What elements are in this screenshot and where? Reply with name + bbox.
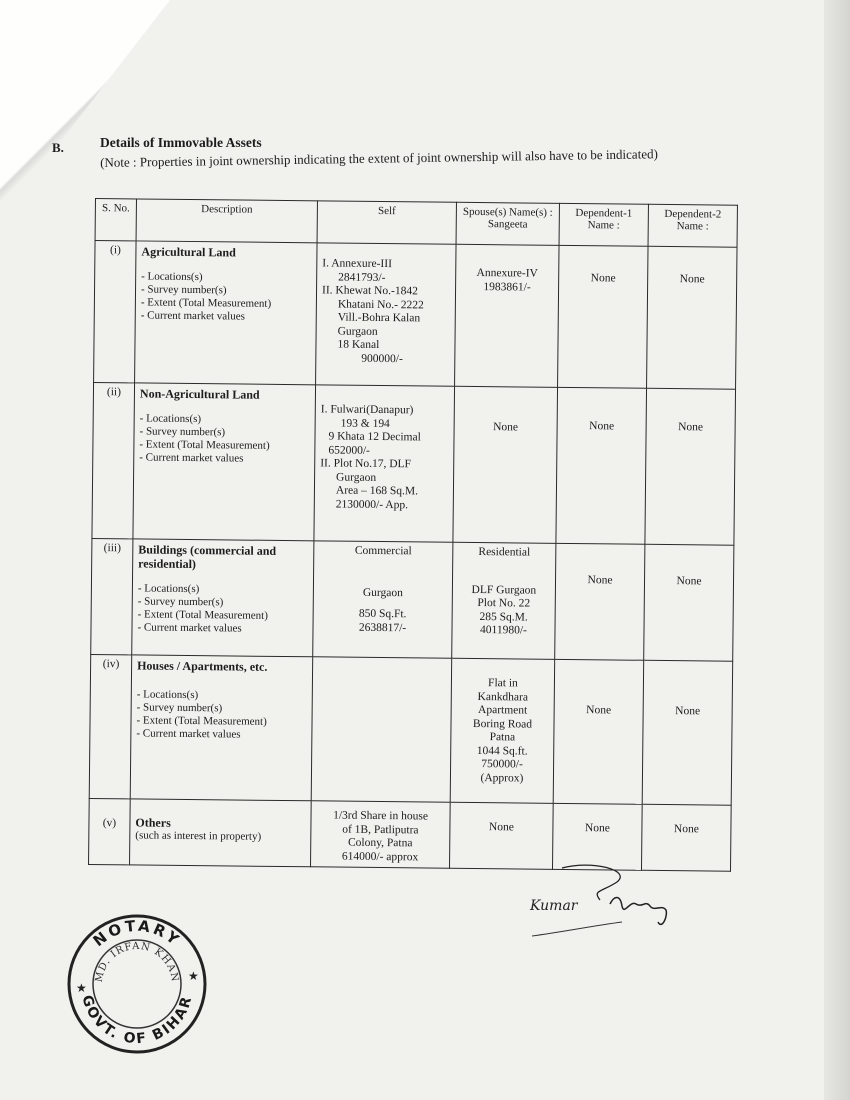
row-description xyxy=(132,539,314,657)
section-letter: B. xyxy=(52,140,64,155)
spouse-line: Apartment xyxy=(478,704,528,717)
row-fields xyxy=(141,270,312,324)
stamp-star-right-icon: ★ xyxy=(188,969,199,983)
spouse-line: Annexure-IV xyxy=(476,267,538,280)
row-fields xyxy=(139,412,310,466)
self-line: 2638817/- xyxy=(358,621,407,634)
row-category: Non-Agricultural Land xyxy=(139,386,260,402)
spouse-line: 750000/- xyxy=(481,758,523,771)
header-dependent-1: Dependent-1 Name : xyxy=(559,203,648,246)
immovable-assets-table xyxy=(88,198,738,872)
table-row xyxy=(92,382,736,545)
self-line: Khatani No.- 2222 xyxy=(337,298,424,311)
row-category: Buildings (commercial and residential) xyxy=(138,542,277,572)
field-market-value: - Current market values xyxy=(136,727,241,741)
field-locations: - Locations(s) xyxy=(136,688,199,702)
field-locations: - Locations(s) xyxy=(139,412,202,426)
row-dependent-2: None xyxy=(645,388,736,545)
row-description xyxy=(135,241,317,385)
page-fold xyxy=(0,0,170,220)
stamp-bottom-text: GOVT. OF BIHAR xyxy=(78,993,196,1048)
row-spouse xyxy=(455,244,559,387)
spouse-line: Plot No. 22 xyxy=(477,597,531,610)
spouse-line: 285 Sq.M. xyxy=(479,610,528,624)
table-row xyxy=(89,654,732,805)
table-row xyxy=(91,538,734,661)
field-market-value: - Current market values xyxy=(137,621,242,635)
self-line: II. Plot No.17, DLF xyxy=(320,457,412,471)
self-line: 900000/- xyxy=(361,352,403,365)
self-heading: Commercial xyxy=(354,544,412,558)
row-category: Agricultural Land xyxy=(141,244,236,260)
row-description xyxy=(133,383,316,541)
self-line: 652000/- xyxy=(328,443,370,457)
row-dependent-1: None xyxy=(556,387,647,544)
page-edge xyxy=(824,0,850,1100)
self-line: of 1B, Patliputra xyxy=(342,823,419,836)
row-fields xyxy=(137,582,308,636)
table-row xyxy=(94,241,737,390)
field-market-value: - Current market values xyxy=(139,451,244,465)
row-description xyxy=(130,799,312,867)
self-line: Gurgaon xyxy=(337,325,378,338)
row-sno: (ii) xyxy=(92,382,135,538)
row-dependent-2: None xyxy=(644,544,734,661)
row-sno: (i) xyxy=(94,241,136,383)
header-self: Self xyxy=(317,201,456,244)
header-dependent-2: Dependent-2 Name : xyxy=(648,204,737,247)
self-line: Gurgaon xyxy=(336,471,377,484)
row-dependent-1: None xyxy=(558,245,648,388)
stamp-outer-text: NOTARY xyxy=(89,916,185,951)
notary-stamp xyxy=(62,912,212,1057)
self-line: 9 Khata 12 Decimal xyxy=(328,430,421,444)
spouse-line: Flat in xyxy=(488,677,518,690)
row-category: Houses / Apartments, etc. xyxy=(137,658,268,674)
row-sno: (v) xyxy=(89,798,131,864)
header-description: Description xyxy=(136,199,317,243)
self-line: 193 & 194 xyxy=(340,417,390,430)
spouse-line: 1983861/- xyxy=(483,280,531,294)
self-line: Colony, Patna xyxy=(347,836,413,850)
header-spouse: Spouse(s) Name(s) : Sangeeta xyxy=(456,202,559,245)
section-title: Details of Immovable Assets xyxy=(100,135,262,150)
field-extent: - Extent (Total Measurement) xyxy=(139,438,270,452)
field-extent: - Extent (Total Measurement) xyxy=(137,608,268,622)
row-spouse xyxy=(450,658,555,803)
row-fields xyxy=(136,688,307,742)
field-locations: - Locations(s) xyxy=(137,582,200,596)
self-line: Area – 168 Sq.M. xyxy=(335,484,419,498)
row-self xyxy=(311,657,452,802)
row-sno: (iii) xyxy=(91,538,133,654)
self-line: 850 Sq.Ft. xyxy=(358,607,407,621)
header-sno: S. No. xyxy=(95,199,136,241)
self-line: 614000/- approx xyxy=(341,850,419,863)
self-line: 2130000/- App. xyxy=(335,498,409,511)
row-spouse xyxy=(453,386,558,543)
row-spouse xyxy=(452,542,556,659)
self-line: I. Annexure-III xyxy=(322,257,392,271)
field-survey: - Survey number(s) xyxy=(137,595,224,609)
spouse-line: Patna xyxy=(489,731,516,744)
row-dependent-2: None xyxy=(641,804,731,871)
section-note: (Note : Properties in joint ownership indicating the extent of joint ownership will also have to be indicated) xyxy=(100,146,658,170)
spouse-line: None xyxy=(493,421,519,434)
spouse-line: 4011980/- xyxy=(479,624,527,637)
self-line: Vill.-Bohra Kalan xyxy=(337,311,421,325)
row-dependent-1: None xyxy=(555,543,645,660)
row-description xyxy=(130,655,312,801)
row-sno: (iv) xyxy=(89,654,132,798)
row-self xyxy=(313,541,453,658)
spouse-line: Boring Road xyxy=(472,717,533,731)
spouse-heading: Residential xyxy=(478,546,531,559)
row-self xyxy=(314,385,455,542)
field-extent: - Extent (Total Measurement) xyxy=(136,714,267,728)
stamp-inner-ring xyxy=(93,940,181,1028)
self-line: II. Khewat No.-1842 xyxy=(321,284,418,298)
spouse-line: (Approx) xyxy=(480,771,524,785)
table-header-row xyxy=(95,199,737,248)
row-self xyxy=(311,801,451,868)
field-survey: - Survey number(s) xyxy=(140,283,227,297)
field-extent: - Extent (Total Measurement) xyxy=(140,296,272,310)
self-line: 1/3rd Share in house xyxy=(333,809,429,823)
row-dependent-1: None xyxy=(553,659,644,804)
field-locations: - Locations(s) xyxy=(141,270,203,284)
field-survey: - Survey number(s) xyxy=(136,701,223,715)
immovable-assets-table-wrapper xyxy=(88,198,722,871)
spouse-line: None xyxy=(488,821,514,834)
self-line: Gurgaon xyxy=(362,586,403,599)
row-dependent-2: None xyxy=(642,660,733,805)
row-category: Others xyxy=(135,815,171,830)
spouse-line: DLF Gurgaon xyxy=(471,583,537,597)
row-category-sub: (such as interest in property) xyxy=(135,829,262,843)
field-survey: - Survey number(s) xyxy=(139,425,226,439)
row-dependent-1: None xyxy=(552,803,642,870)
self-line: I. Fulwari(Danapur) xyxy=(320,403,414,417)
stamp-star-left-icon: ★ xyxy=(76,981,87,995)
row-dependent-2: None xyxy=(647,246,737,389)
row-self xyxy=(316,243,456,386)
spouse-line: Kankdhara xyxy=(477,690,529,704)
self-line: 18 Kanal xyxy=(337,338,380,351)
field-market-value: - Current market values xyxy=(140,309,245,323)
stamp-inner-text: MD. IRFAN KHAN xyxy=(93,940,181,984)
spouse-line: 1044 Sq.ft. xyxy=(476,744,528,758)
self-line: 2841793/- xyxy=(338,271,386,284)
signature-text: Kumar xyxy=(530,898,578,914)
